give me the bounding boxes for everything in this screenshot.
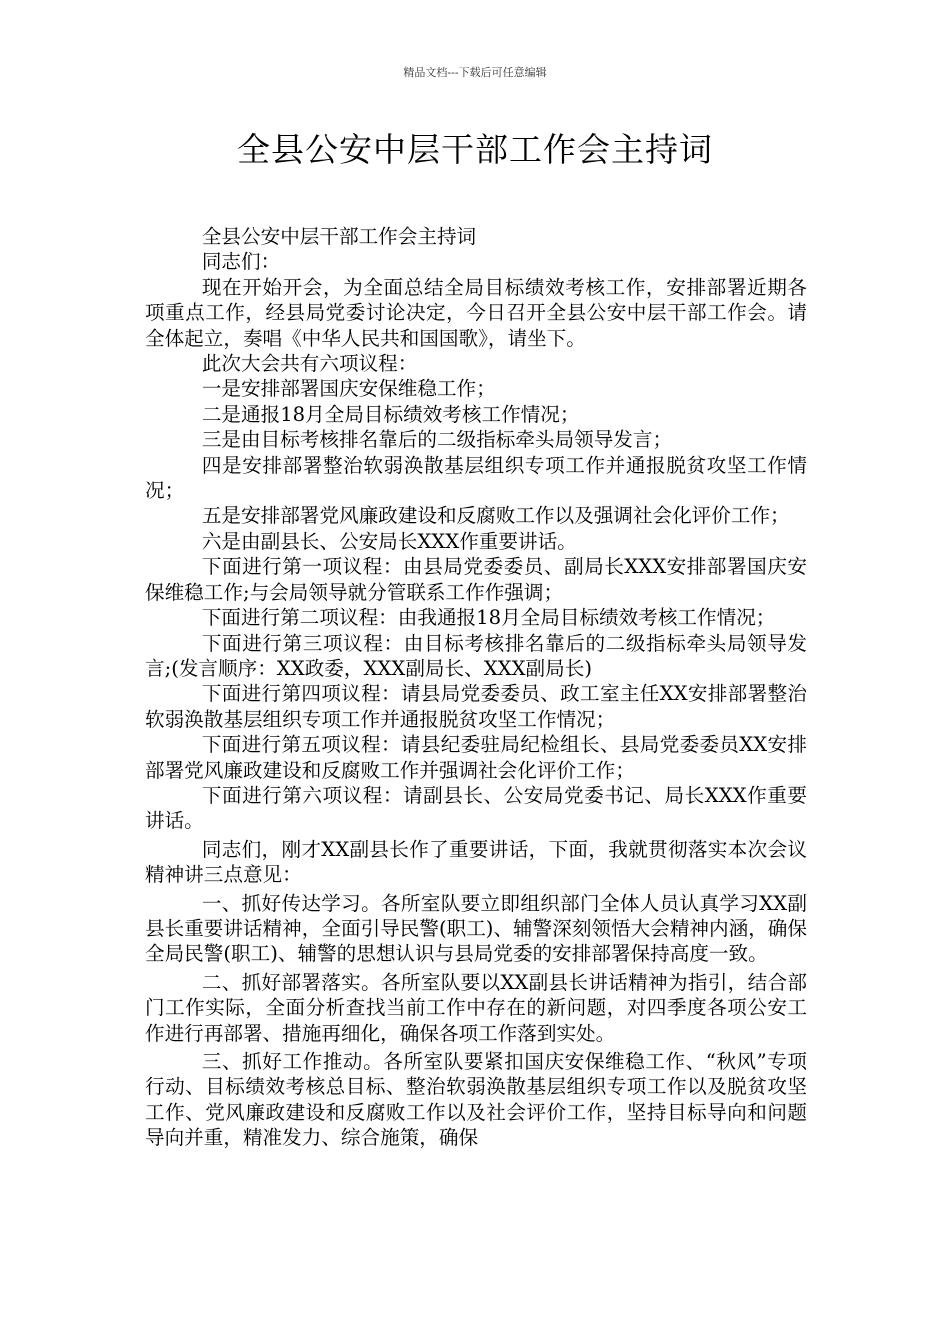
paragraph: 下面进行第三项议程：由目标考核排名靠后的二级指标牵头局领导发言;(发言顺序：XX政委，XXX副局长、XXX副局长) (145, 631, 807, 680)
paragraph: 一是安排部署国庆安保维稳工作； (201, 377, 496, 401)
paragraph: 同志们： (201, 250, 281, 274)
paragraph: 同志们，刚才XX副县长作了重要讲话，下面，我就贯彻落实本次会议精神讲三点意见： (145, 837, 807, 887)
paragraph: 下面进行第二项议程：由我通报18月全局目标绩效考核工作情况； (201, 606, 776, 630)
paragraph: 四是安排部署整治软弱涣散基层组织专项工作并通报脱贫攻坚工作情况； (145, 453, 807, 503)
paragraph: 下面进行第六项议程：请副县长、公安局党委书记、局长XXX作重要讲话。 (145, 783, 807, 833)
paragraph: 下面进行第四项议程：请县局党委委员、政工室主任XX安排部署整治软弱涣散基层组织专项工作并通报脱贫攻坚工作情况； (145, 682, 807, 731)
paragraph: 五是安排部署党风廉政建设和反腐败工作以及强调社会化评价工作； (201, 504, 790, 528)
document-body (145, 224, 807, 1151)
document-title: 全县公安中层干部工作会主持词 (237, 130, 713, 169)
paragraph: 二是通报18月全局目标绩效考核工作情况； (201, 402, 580, 426)
paragraph: 三、抓好工作推动。各所室队要紧扣国庆安保维稳工作、“秋风”专项行动、目标绩效考核总目标、整治软弱涣散基层组织专项工作以及脱贫攻坚工作、党风廉政建设和反腐败工作以及社会评价工作，坚持目标导向和问题导向并重，精准发力、综合施策，确保 (145, 1050, 807, 1150)
paragraph: 三是由目标考核排名靠后的二级指标牵头局领导发言； (201, 428, 673, 452)
paragraph: 六是由副县长、公安局长XXX作重要讲话。 (201, 529, 577, 553)
paragraph: 此次大会共有六项议程： (201, 352, 418, 376)
paragraph: 一、抓好传达学习。各所室队要立即组织部门全体人员认真学习XX副县长重要讲话精神，全面引导民警(职工)、辅警深刻领悟大会精神内涵，确保全局民警(职工)、辅警的思想认识与县局党委的安排部署保持高度一致。 (145, 891, 807, 966)
paragraph: 下面进行第一项议程：由县局党委委员、副局长XXX安排部署国庆安保维稳工作;与会局领导就分管联系工作作强调； (145, 555, 807, 604)
paragraph: 现在开始开会，为全面总结全局目标绩效考核工作，安排部署近期各项重点工作，经县局党委讨论决定，今日召开全县公安中层干部工作会。请全体起立，奏唱《中华人民共和国国歌》，请坐下。 (145, 275, 807, 350)
paragraph: 下面进行第五项议程：请县纪委驻局纪检组长、县局党委委员XX安排部署党风廉政建设和反腐败工作并强调社会化评价工作； (145, 733, 807, 782)
paragraph: 二、抓好部署落实。各所室队要以XX副县长讲话精神为指引，结合部门工作实际，全面分析查找当前工作中存在的新问题，对四季度各项公安工作进行再部署、措施再细化，确保各项工作落到实处。 (145, 970, 807, 1045)
paragraph: 全县公安中层干部工作会主持词 (201, 225, 477, 248)
header-note: 精品文档---下载后可任意编辑 (403, 66, 547, 79)
